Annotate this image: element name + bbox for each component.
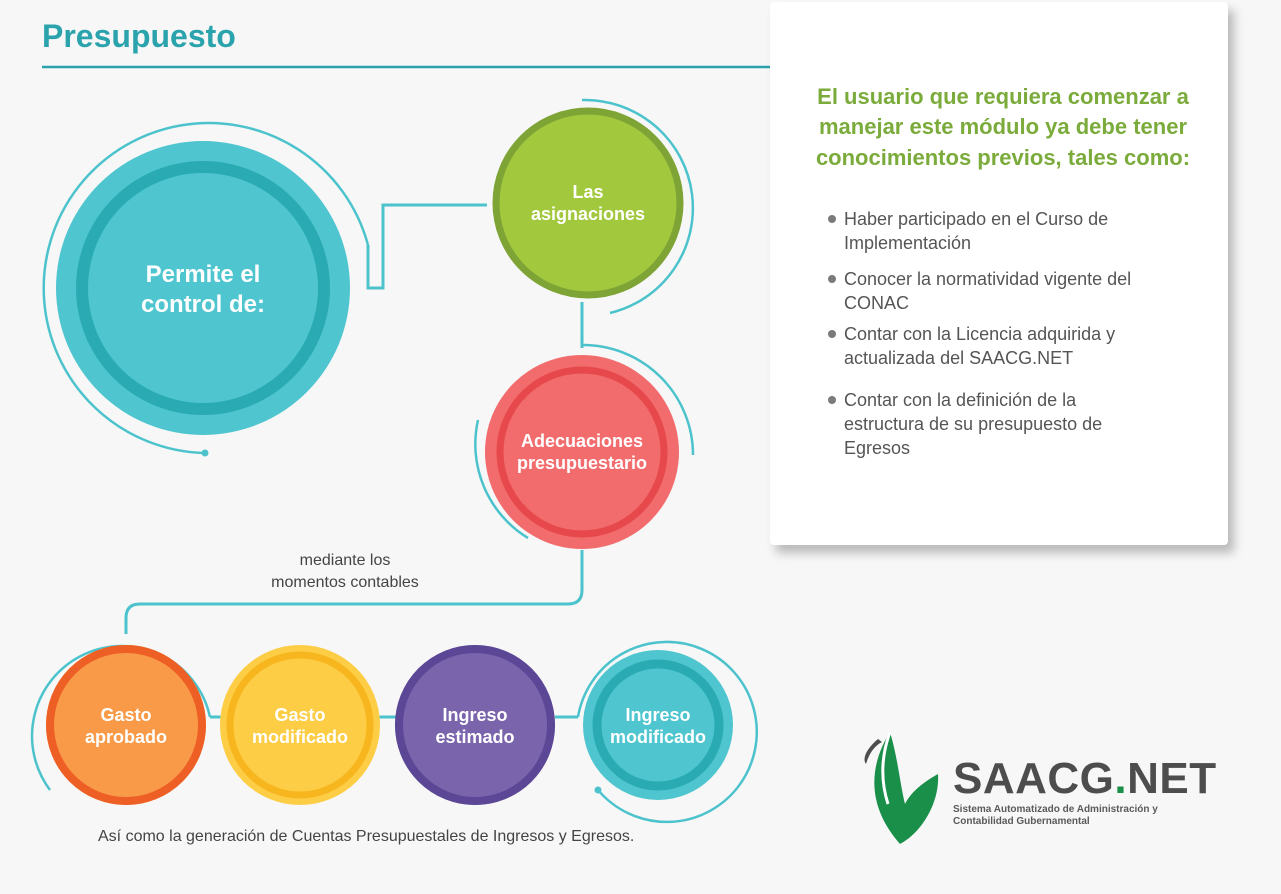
bullet-icon <box>828 215 836 223</box>
card-heading: El usuario que requiera comenzar a manejar este módulo ya debe tener conocimientos previos, tales como: <box>815 84 1191 170</box>
gasto-modificado-label: Gasto modificado <box>251 704 348 747</box>
adecuaciones-label: Adecuaciones presupuestario <box>516 430 648 473</box>
momentos-contables-label: mediante los momentos contables <box>271 552 419 591</box>
footer-text: Así como la generación de Cuentas Presupuestales de Ingresos y Egresos. <box>98 828 635 845</box>
list-item: Haber participado en el Curso de Implementación <box>828 207 1224 255</box>
ingreso-estimado-label: Ingreso estimado <box>435 704 515 747</box>
requirements-card <box>770 2 1228 545</box>
ingreso-modificado-label: Ingreso modificado <box>609 704 706 747</box>
leaf-logo-icon <box>860 724 955 849</box>
saacg-logo <box>860 724 1220 849</box>
main-circle-line-2: control de: <box>141 291 265 318</box>
connector-main-to-asignaciones <box>368 205 487 288</box>
page-title: Presupuesto <box>42 18 236 54</box>
bullet-icon <box>828 275 836 283</box>
list-item: Conocer la normatividad vigente del CONAC <box>828 267 1224 315</box>
list-item: Contar con la definición de la estructura de su presupuesto de Egresos <box>828 388 1224 460</box>
main-circle-arc-dot <box>202 450 209 457</box>
bullet-icon <box>828 330 836 338</box>
main-circle-line-1: Permite el <box>145 261 261 288</box>
main-circle-label <box>90 250 316 330</box>
logo-subtitle: Sistema Automatizado de Administración y Contabilidad Gubernamental <box>953 804 1158 827</box>
gasto-aprobado-label: Gasto aprobado <box>84 704 167 747</box>
ingreso-modificado-arc-dot <box>595 787 602 794</box>
list-item: Contar con la Licencia adquirida y actualizada del SAACG.NET <box>828 322 1224 370</box>
bullet-icon <box>828 396 836 404</box>
asignaciones-label: Las asignaciones <box>530 181 646 224</box>
logo-wordmark: SAACG.NET <box>953 754 1217 803</box>
